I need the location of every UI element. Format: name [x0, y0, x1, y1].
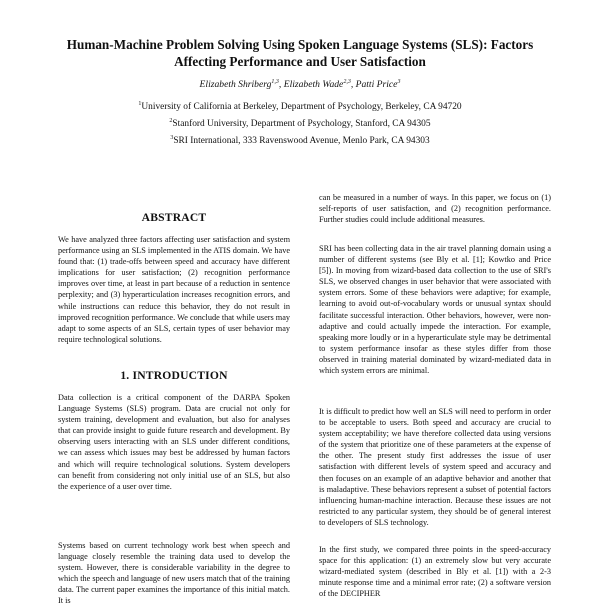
- intro-paragraph-1: Data collection is a critical component of the DARPA Spoken Language Systems (SLS) program. Data are crucial not only for system training, development and evaluation, but also for analyses that can provide insight to guide future research and development. By observing users interacting with an SLS under different conditions, we can assess which issues may best be addressed by human factors and which will require technological solutions. System developers can benefit from considering not only initial use of an SLS, but also the experience of a user over time.: [58, 393, 290, 491]
- author-affil-marker: 1,3: [271, 79, 279, 85]
- paper-title-line-2: Affecting Performance and User Satisfaction: [174, 54, 426, 69]
- affiliation-text: University of California at Berkeley, Department of Psychology, Berkeley, CA 94720: [141, 102, 462, 113]
- paper-title-line-1: Human-Machine Problem Solving Using Spoken Language Systems (SLS): Factors: [66, 37, 534, 52]
- affiliation-number: 3: [170, 135, 174, 141]
- right-paragraph-4: In the first study, we compared three points in the speed-accuracy space for this application: (1) an extremely slow but very accurate wizard-mediated system (described in Bly et al. [1]) with a 2-3 minute response time and a minimal error rate; (2) a software version of the DECIPHER: [319, 545, 551, 599]
- right-paragraph-1: can be measured in a number of ways. In this paper, we focus on (1) self-reports of user satisfaction, and (2) recognition performance. Further studies could include additional measures.: [319, 193, 551, 225]
- author-affil-marker: 3: [397, 79, 401, 85]
- affiliation-1: [40, 98, 560, 113]
- author-name: Elizabeth Wade: [283, 79, 344, 91]
- author-name: Elizabeth Shriberg: [199, 79, 272, 91]
- affiliation-number: 2: [169, 118, 173, 124]
- affiliation-text: SRI International, 333 Ravenswood Avenue, Menlo Park, CA 94303: [173, 136, 430, 147]
- abstract-text: We have analyzed three factors affecting user satisfaction and system performance using an SLS implemented in the ATIS domain. We have found that: (1) trade-offs between speed and accuracy have different implications for user satisfaction; (2) recognition performance improves over time, at least in part because of a reduction in sentence perplexity; and (3) hyperarticulation increases recognition errors, and while instructions can reduce this behavior, they do not result in improved recognition performance. We conclude that while users may adapt to some aspects of an SLS, certain types of user behavior may require technological solutions.: [58, 235, 290, 344]
- affiliation-3: [40, 132, 560, 147]
- right-paragraph-2: SRI has been collecting data in the air travel planning domain using a number of different systems (see Bly et al. [1]; Kowtko and Price [5]). In moving from wizard-based data collection to the use of SRI's SLS, we observed changes in user behavior that were associated with system errors. Some of these behaviors were adaptive; for example, learning to avoid out-of-vocabulary words or unusual syntax should facilitate successful interaction. Other behaviors, however, were non-adaptive and could actually impede the interaction. For example, speaking more loudly or in a hyperarticulate style may be detrimental to system performance insofar as these styles differ from those observed in training material dominated by wizard-mediated data in which system errors are minimal.: [319, 244, 551, 376]
- right-paragraph-3: It is difficult to predict how well an SLS will need to perform in order to be acceptable to users. Both speed and accuracy are crucial to system acceptability; we have therefore collected data using versions of the system that prioritize one of these parameters at the expense of the other. The present study first addresses the issue of user satisfaction with different levels of system speed and accuracy and then focuses on an example of an adaptive behavior and another that is maladaptive. These behaviors represent a subset of potential factors influencing human-machine interaction. Because these issues are not restricted to any particular system, they should be of general interest to developers of SLS technology.: [319, 407, 551, 527]
- affiliation-number: 1: [138, 101, 142, 107]
- abstract-heading: ABSTRACT: [141, 211, 207, 224]
- affiliation-2: [40, 115, 560, 130]
- author-name: Patti Price: [355, 79, 398, 91]
- author-affil-marker: 2,3: [343, 79, 351, 85]
- affiliation-text: Stanford University, Department of Psychology, Stanford, CA 94305: [172, 119, 431, 130]
- introduction-heading: 1. INTRODUCTION: [120, 369, 228, 382]
- author-list: Elizabeth Shriberg$^{1,3}$, Elizabeth Wade$^{2,3}$, Patti Price$^3$: [199, 79, 401, 91]
- intro-paragraph-2: Systems based on current technology work best when speech and language closely resemble the training data used to develop the system. However, there is considerable variability in the degree to which the speech and language of new users match that of the training data. The current paper examines the importance of this initial match. It is: [58, 541, 290, 606]
